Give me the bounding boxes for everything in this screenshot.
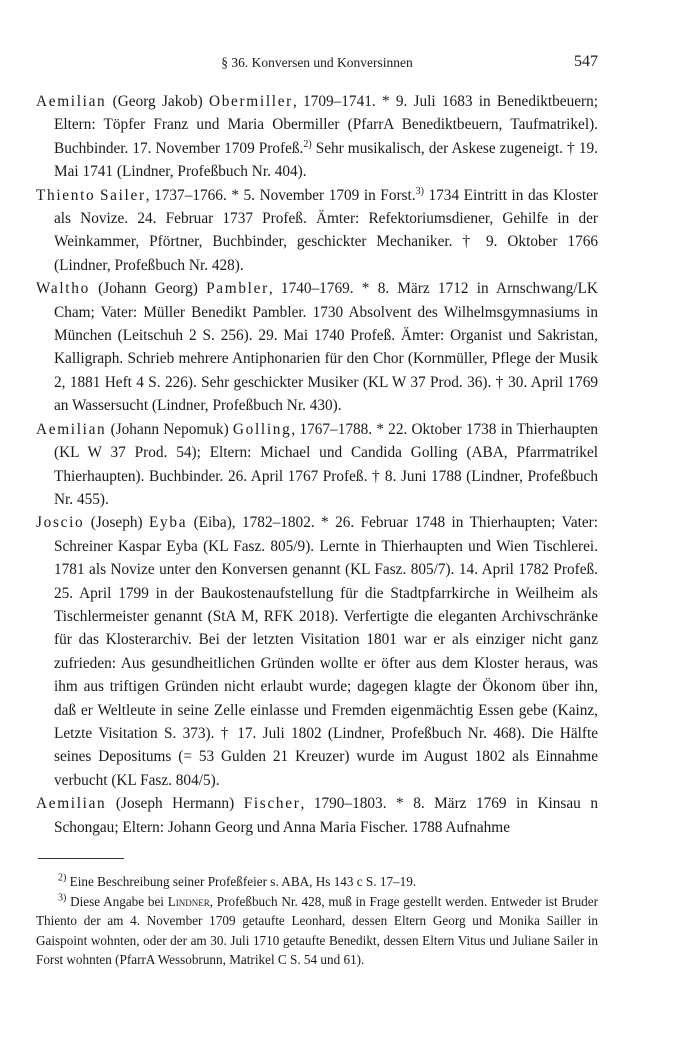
entry-baptismal-name: (Johann Nepomuk)	[110, 420, 229, 438]
footnote-text: Eine Beschreibung seiner Profeßfeier s. ABA, Hs 143 c S. 17–19.	[66, 874, 417, 889]
entry-first-name: Aemilian	[36, 420, 107, 438]
footnote-ref[interactable]: 2)	[303, 138, 312, 150]
entry-text: , 1790–1803. * 8. März 1769 in Kinsau n Schongau; Eltern: Johann Georg und Anna Maria Fischer. 1788 Aufnahme	[54, 795, 598, 836]
footnote-divider	[38, 858, 124, 859]
entry-baptismal-name: (Joseph)	[90, 514, 143, 532]
entry-aemilian-obermiller	[36, 90, 598, 184]
entry-thiento-sailer	[36, 184, 598, 278]
entry-joscio-eyba	[36, 511, 598, 792]
entry-surname: Obermiller	[209, 93, 293, 110]
entry-first-name: Thiento	[36, 186, 96, 204]
entry-surname: Golling	[232, 420, 292, 438]
entry-text-continued: Sehr musikalisch, der Askese zugeneigt. † 19. Mai 1741 (Lindner, Profeßbuch Nr. 404).	[54, 139, 598, 181]
entry-text: , 1709–1741. * 9. Juli 1683 in Benediktbeuern; Eltern: Töpfer Franz und Maria Obermiller (PfarrA Benediktbeuern, Taufmatrikel). Buchbinder. 17. November 1709 Profeß.	[54, 93, 599, 157]
footnote-3	[36, 892, 598, 970]
entry-baptismal-name: (Johann Georg)	[98, 280, 198, 298]
footnote-author: Lindner	[167, 893, 210, 909]
footnote-mark: 2)	[58, 872, 67, 884]
entry-text: , 1737–1766. * 5. November 1709 in Forst.	[145, 186, 416, 204]
footnote-ref[interactable]: 3)	[415, 185, 424, 197]
footnote-2	[36, 872, 598, 892]
entry-surname: Fischer	[243, 795, 301, 813]
entry-waltho-pambler	[36, 277, 598, 417]
page-header	[36, 53, 598, 75]
entry-text: , 1740–1769. * 8. März 1712 in Arnschwang/LK Cham; Vater: Müller Benedikt Pambler. 1730 Absolvent des Wilhelmsgymnasiums in München (Leitschuh 2 S. 256). 29. Mai 1740 Profeß. Ämter: Organist und Sakristan, Kalligraph. Schrieb mehrere Antiphonarien für den Chor (Kornmüller, Pflege der Musik 2, 1881 Heft 4 S. 226). Sehr geschickter Musiker (KL W 37 Prod. 36). † 30. April 1769 an Wassersucht (Lindner, Profeßbuch Nr. 430).	[54, 280, 598, 415]
page-number: 547	[574, 53, 598, 70]
entry-aemilian-fischer	[36, 792, 598, 839]
entry-surname: Sailer	[99, 186, 146, 204]
entry-baptismal-name: (Joseph Hermann)	[115, 795, 235, 813]
footnote-text-continued: , Profeßbuch Nr. 428, muß in Frage gestellt werden. Entweder ist Bruder Thiento der am 4. November 1709 getaufte Leonhard, dessen Eltern Georg und Monika Sailler in Gaispoint wohnten, oder der am 30. Juli 1710 getaufte Benedikt, dessen Eltern Vitus und Juliane Sailer in Forst wohnten (PfarrA Wessobrunn, Matrikel C S. 54 und 61).	[36, 893, 599, 967]
footnote-text: Diese Angabe bei	[66, 893, 168, 909]
entry-aemilian-golling	[36, 418, 598, 512]
entry-first-name: Joscio	[36, 514, 85, 532]
main-text	[36, 90, 598, 839]
entry-first-name: Waltho	[36, 280, 90, 298]
entry-text: (Eiba), 1782–1802. * 26. Februar 1748 in Thierhaupten; Vater: Schreiner Kaspar Eyba (KL Fasz. 805/9). Lernte in Thierhaupten und Wien Tischlerei. 1781 als Novize unter den Konversen genannt (KL Fasz. 805/7). 14. April 1782 Profeß. 25. April 1799 in der Baukostenaufstellung für die Stadtpfarrkirche in Weilheim als Tischlermeister genannt (StA M, RFK 2018). Verfertigte die eleganten Archivschränke für das Klosterarchiv. Bei der letzten Visitation 1801 war er als einziger nicht ganz zufrieden: Aus gesundheitlichen Gründen wollte er öfter aus dem Kloster heraus, was ihm aus triftigen Gründen nicht erlaubt wurde; dagegen klagte der Ökonom über ihn, daß er Weltleute in seine Zelle einlasse und Fremden eigenmächtig Essen gebe (Kainz, Letzte Visitation S. 373). † 17. Juli 1802 (Lindner, Profeßbuch Nr. 468). Die Hälfte seines Depositums (= 53 Gulden 21 Kreuzer) wurde im August 1802 als Einnahme verbucht (KL Fasz. 804/5).	[54, 514, 599, 789]
footnotes	[36, 872, 598, 970]
entry-text: , 1767–1788. * 22. Oktober 1738 in Thierhaupten (KL W 37 Prod. 54); Eltern: Michael und Candida Golling (ABA, Pfarrmatrikel Thierhaupten). Buchbinder. 26. April 1767 Profeß. † 8. Juni 1788 (Lindner, Profeßbuch Nr. 455).	[54, 420, 599, 508]
footnote-mark: 3)	[58, 892, 67, 904]
entry-first-name: Aemilian	[36, 93, 107, 110]
entry-surname: Eyba	[149, 514, 188, 532]
running-head: § 36. Konversen und Konversinnen	[221, 55, 413, 70]
entry-surname: Pambler	[206, 280, 269, 298]
entry-first-name: Aemilian	[36, 795, 107, 813]
entry-text-continued: 1734 Eintritt in das Kloster als Novize. 24. Februar 1737 Profeß. Ämter: Refektoriumsdiener, Gehilfe in der Weinkammer, Pförtner, Buchbinder, geschickter Mechaniker. † 9. Oktober 1766 (Lindner, Profeßbuch Nr. 428).	[54, 186, 598, 274]
entry-baptismal-name: (Georg Jakob)	[112, 93, 203, 110]
